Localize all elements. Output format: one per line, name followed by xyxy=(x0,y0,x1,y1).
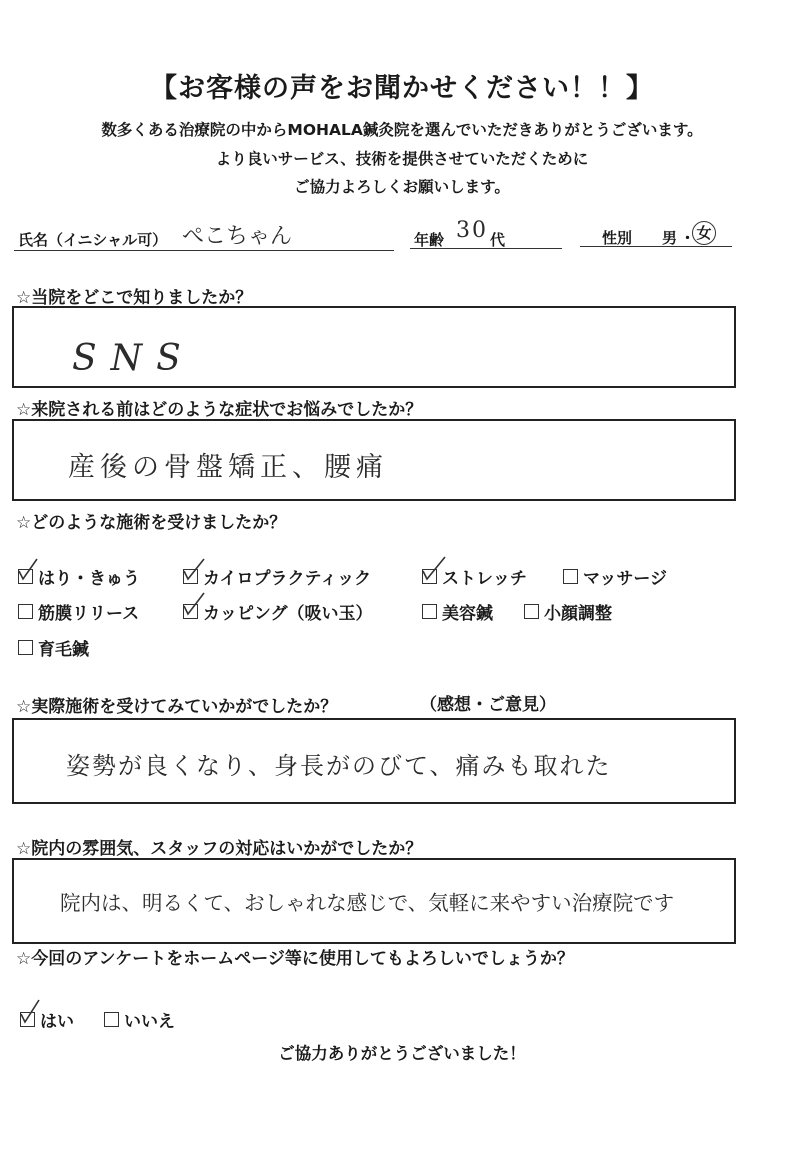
question-6: ☆今回のアンケートをホームページ等に使用してもよろしいでしょうか？ xyxy=(16,949,574,969)
treatment-hair-acupuncture-label: 育毛鍼 xyxy=(38,640,89,660)
consent-no[interactable] xyxy=(104,1007,175,1032)
consent-no-label: いいえ xyxy=(124,1012,175,1032)
intro-line-3: ご協力よろしくお願いします。 xyxy=(294,178,510,196)
checkbox-consent-no[interactable] xyxy=(104,1012,119,1027)
treatment-massage[interactable] xyxy=(563,564,667,589)
treatment-cupping-label: カッピング（吸い玉） xyxy=(203,604,373,624)
answer-1-text: SNS xyxy=(72,338,195,379)
treatment-beauty-acupuncture-label: 美容鍼 xyxy=(442,604,493,624)
gender-underline xyxy=(580,246,732,247)
checkbox-acupuncture[interactable] xyxy=(18,569,33,584)
answer-4-text: 姿勢が良くなり、身長がのびて、痛みも取れた xyxy=(66,752,612,780)
gender-female-circled: 女 xyxy=(692,221,716,245)
checkbox-beauty-acupuncture[interactable] xyxy=(422,604,437,619)
answer-box-5[interactable] xyxy=(12,858,736,944)
checkbox-face-adjust[interactable] xyxy=(524,604,539,619)
treatment-stretch[interactable] xyxy=(422,564,527,589)
treatment-hair-acupuncture[interactable] xyxy=(18,635,89,660)
gender-female[interactable] xyxy=(692,221,716,245)
question-1: ☆当院をどこで知りましたか？ xyxy=(16,288,253,308)
question-4: ☆実際施術を受けてみていかがでしたか？ xyxy=(16,697,338,717)
treatment-fascia-release-label: 筋膜リリース xyxy=(38,604,140,624)
treatment-face-adjust[interactable] xyxy=(524,599,612,624)
treatment-acupuncture-label: はり・きゅう xyxy=(38,569,140,589)
answer-box-4[interactable] xyxy=(12,718,736,804)
intro-line-2: より良いサービス、技術を提供させていただくために xyxy=(215,150,589,168)
intro-line-1: 数多くある治療院の中からMOHALA鍼灸院を選んでいただきありがとうございます。 xyxy=(101,121,703,139)
treatment-chiropractic-label: カイロプラクティック xyxy=(203,569,372,589)
checkbox-hair-acupuncture[interactable] xyxy=(18,640,33,655)
age-label: 年齢 xyxy=(414,231,445,249)
consent-yes[interactable] xyxy=(20,1007,74,1032)
checkbox-consent-yes[interactable] xyxy=(20,1012,35,1027)
question-4-note: （感想・ご意見） xyxy=(420,695,556,715)
gender-male[interactable]: 男 xyxy=(662,229,678,247)
consent-yes-label: はい xyxy=(40,1012,74,1032)
page-title: 【お客様の声をお聞かせください！！】 xyxy=(150,73,654,104)
age-suffix: 代 xyxy=(490,231,506,249)
answer-5-text: 院内は、明るくて、おしゃれな感じで、気軽に来やすい治療院です xyxy=(60,891,675,915)
thanks-message: ご協力ありがとうございました！ xyxy=(278,1044,526,1063)
treatment-fascia-release[interactable] xyxy=(18,599,139,624)
treatment-cupping[interactable] xyxy=(183,599,373,624)
checkbox-massage[interactable] xyxy=(563,569,578,584)
question-5: ☆院内の雰囲気、スタッフの対応はいかがでしたか？ xyxy=(16,839,423,859)
answer-box-1[interactable] xyxy=(12,306,736,388)
name-value[interactable]: ぺこちゃん xyxy=(182,224,293,249)
treatment-stretch-label: ストレッチ xyxy=(442,569,527,589)
treatment-chiropractic[interactable] xyxy=(183,564,371,589)
treatment-face-adjust-label: 小顔調整 xyxy=(544,604,612,624)
gender-label: 性別 xyxy=(602,229,633,247)
checkbox-stretch[interactable] xyxy=(422,569,437,584)
gender-dot: ・ xyxy=(680,229,696,247)
name-underline xyxy=(14,250,394,251)
checkbox-chiropractic[interactable] xyxy=(183,569,198,584)
question-3: ☆どのような施術を受けましたか？ xyxy=(16,513,287,533)
treatment-acupuncture[interactable] xyxy=(18,564,140,589)
treatment-massage-label: マッサージ xyxy=(583,569,667,589)
answer-2-text: 産後の骨盤矯正、腰痛 xyxy=(68,452,388,483)
age-value[interactable]: 30 xyxy=(456,218,488,243)
name-label: 氏名（イニシャル可） xyxy=(18,231,168,249)
question-2: ☆来院される前はどのような症状でお悩みでしたか？ xyxy=(16,400,423,420)
treatment-beauty-acupuncture[interactable] xyxy=(422,599,493,624)
answer-box-2[interactable] xyxy=(12,419,736,501)
age-underline xyxy=(410,248,562,249)
checkbox-cupping[interactable] xyxy=(183,604,198,619)
checkbox-fascia-release[interactable] xyxy=(18,604,33,619)
